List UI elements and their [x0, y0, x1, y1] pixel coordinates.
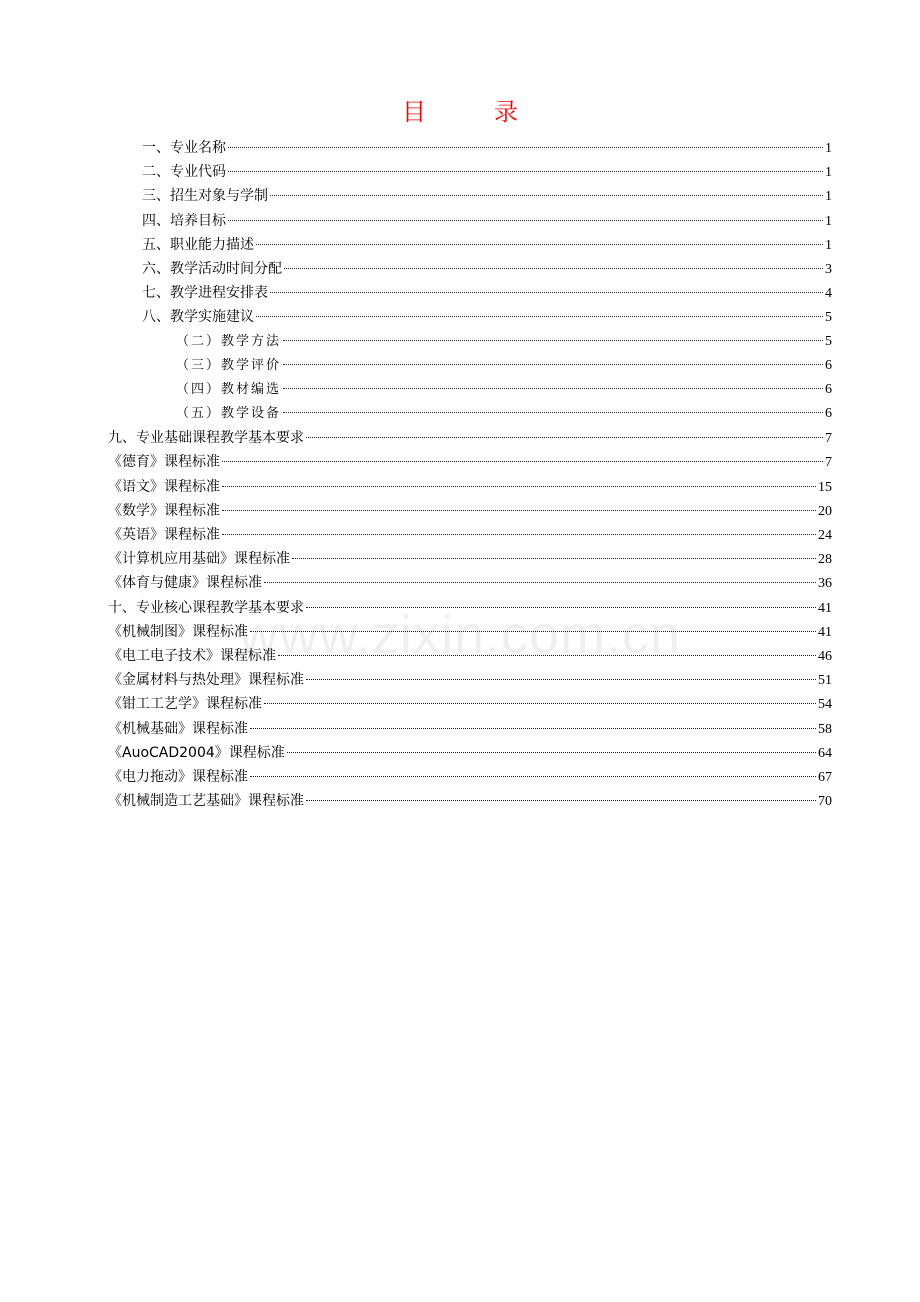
toc-entry-label: （三）教学评价 [176, 357, 282, 373]
toc-page-number: 54 [818, 697, 832, 713]
dot-leader [287, 752, 816, 753]
dot-leader [228, 220, 823, 221]
toc-entry[interactable] [0, 257, 920, 281]
toc-entry-label: 《机械制造工艺基础》课程标准 [108, 793, 304, 810]
dot-leader [306, 800, 816, 801]
toc-page-number: 5 [825, 333, 832, 349]
dot-leader [283, 388, 823, 389]
toc-entry-label: 《数学》课程标准 [108, 502, 220, 519]
dot-leader [283, 412, 823, 413]
toc-page-number: 1 [825, 237, 832, 253]
dot-leader [292, 558, 816, 559]
toc-entry-label: 十、专业核心课程教学基本要求 [108, 599, 304, 616]
dot-leader [222, 486, 816, 487]
toc-entry[interactable] [0, 330, 920, 354]
toc-entry-label: 九、专业基础课程教学基本要求 [108, 430, 304, 447]
toc-entry[interactable] [0, 765, 920, 789]
toc-entry-label: 一、专业名称 [142, 140, 226, 156]
toc-entry-label: 二、专业代码 [142, 164, 226, 181]
toc-entry-label: 《AuoCAD2004》课程标准 [108, 744, 285, 761]
toc-entry-label: （四）教材编选 [176, 381, 282, 397]
toc-entry-label: （五）教学设备 [176, 406, 282, 422]
dot-leader [264, 582, 816, 583]
toc-entry-label: （二）教学方法 [176, 333, 282, 349]
toc-entry[interactable] [0, 789, 920, 813]
toc-entry-label: 《体育与健康》课程标准 [108, 575, 262, 592]
toc-entry[interactable] [0, 692, 920, 716]
dot-leader [222, 534, 816, 535]
toc-entry-label: 《电工电子技术》课程标准 [108, 647, 276, 664]
toc-entry[interactable] [0, 136, 920, 160]
toc-page-number: 6 [825, 406, 832, 422]
toc-page-number: 6 [825, 357, 832, 373]
toc-entry-label: 四、培养目标 [142, 212, 226, 229]
toc-entry[interactable] [0, 184, 920, 208]
toc-page-number: 58 [818, 721, 832, 737]
table-of-contents [0, 136, 920, 813]
dot-leader [256, 244, 823, 245]
dot-leader [270, 292, 823, 293]
toc-entry[interactable] [0, 354, 920, 378]
dot-leader [250, 776, 816, 777]
toc-entry-label: 三、招生对象与学制 [142, 188, 268, 205]
toc-entry[interactable] [0, 717, 920, 741]
dot-leader [228, 147, 823, 148]
toc-page-number: 64 [818, 745, 832, 761]
toc-page-number: 1 [825, 213, 832, 229]
toc-entry-label: 《机械基础》课程标准 [108, 720, 248, 737]
toc-entry[interactable] [0, 160, 920, 184]
dot-leader [222, 461, 823, 462]
toc-entry-label: 《钳工工艺学》课程标准 [108, 696, 262, 713]
dot-leader [264, 703, 816, 704]
toc-page-number: 1 [825, 189, 832, 205]
toc-entry-label: 《金属材料与热处理》课程标准 [108, 672, 304, 689]
toc-entry-label: 《英语》课程标准 [108, 527, 220, 543]
toc-entry[interactable] [0, 475, 920, 499]
toc-entry[interactable] [0, 305, 920, 329]
toc-entry-label: 《语文》课程标准 [108, 478, 220, 495]
toc-entry[interactable] [0, 233, 920, 257]
toc-page-number: 4 [825, 286, 832, 302]
toc-entry[interactable] [0, 547, 920, 571]
toc-page-number: 20 [818, 503, 832, 519]
toc-page-number: 51 [818, 673, 832, 689]
toc-page-number: 5 [825, 310, 832, 326]
toc-entry[interactable] [0, 741, 920, 765]
toc-page-number: 15 [818, 479, 832, 495]
toc-entry[interactable] [0, 571, 920, 595]
dot-leader [283, 340, 823, 341]
dot-leader [256, 316, 823, 317]
toc-entry[interactable] [0, 523, 920, 547]
dot-leader [270, 195, 823, 196]
toc-entry[interactable] [0, 209, 920, 233]
toc-entry-label: 《电力拖动》课程标准 [108, 768, 248, 785]
toc-page-number: 1 [825, 141, 832, 156]
toc-page-number: 41 [818, 600, 832, 616]
toc-entry[interactable] [0, 281, 920, 305]
toc-page-number: 7 [825, 431, 832, 447]
dot-leader [284, 268, 823, 269]
toc-page-number: 67 [818, 769, 832, 785]
toc-entry-label: 八、教学实施建议 [142, 309, 254, 326]
toc-page-number: 70 [818, 794, 832, 810]
toc-page-number: 28 [818, 552, 832, 568]
toc-page-number: 41 [818, 624, 832, 640]
dot-leader [306, 437, 823, 438]
dot-leader [250, 728, 816, 729]
toc-title: 目 录 [402, 98, 540, 126]
toc-page-number: 3 [825, 261, 832, 277]
toc-page-number: 36 [818, 576, 832, 592]
dot-leader [283, 364, 823, 365]
toc-entry-label: 七、教学进程安排表 [142, 285, 268, 302]
toc-entry[interactable] [0, 378, 920, 402]
toc-entry[interactable] [0, 668, 920, 692]
toc-entry[interactable] [0, 426, 920, 450]
toc-entry[interactable] [0, 499, 920, 523]
dot-leader [222, 510, 816, 511]
toc-page-number: 24 [818, 528, 832, 543]
watermark: www.zixin.com.cn [238, 605, 682, 665]
toc-entry[interactable] [0, 450, 920, 474]
toc-entry[interactable] [0, 402, 920, 426]
dot-leader [228, 171, 823, 172]
dot-leader [306, 679, 816, 680]
toc-entry-label: 《德育》课程标准 [108, 454, 220, 471]
toc-page-number: 7 [825, 455, 832, 471]
toc-entry-label: 五、职业能力描述 [142, 236, 254, 253]
toc-entry-label: 《计算机应用基础》课程标准 [108, 551, 290, 568]
toc-entry-label: 六、教学活动时间分配 [142, 260, 282, 277]
toc-entry-label: 《机械制图》课程标准 [108, 623, 248, 640]
toc-page-number: 6 [825, 381, 832, 397]
toc-page-number: 1 [825, 165, 832, 181]
toc-page-number: 46 [818, 648, 832, 664]
